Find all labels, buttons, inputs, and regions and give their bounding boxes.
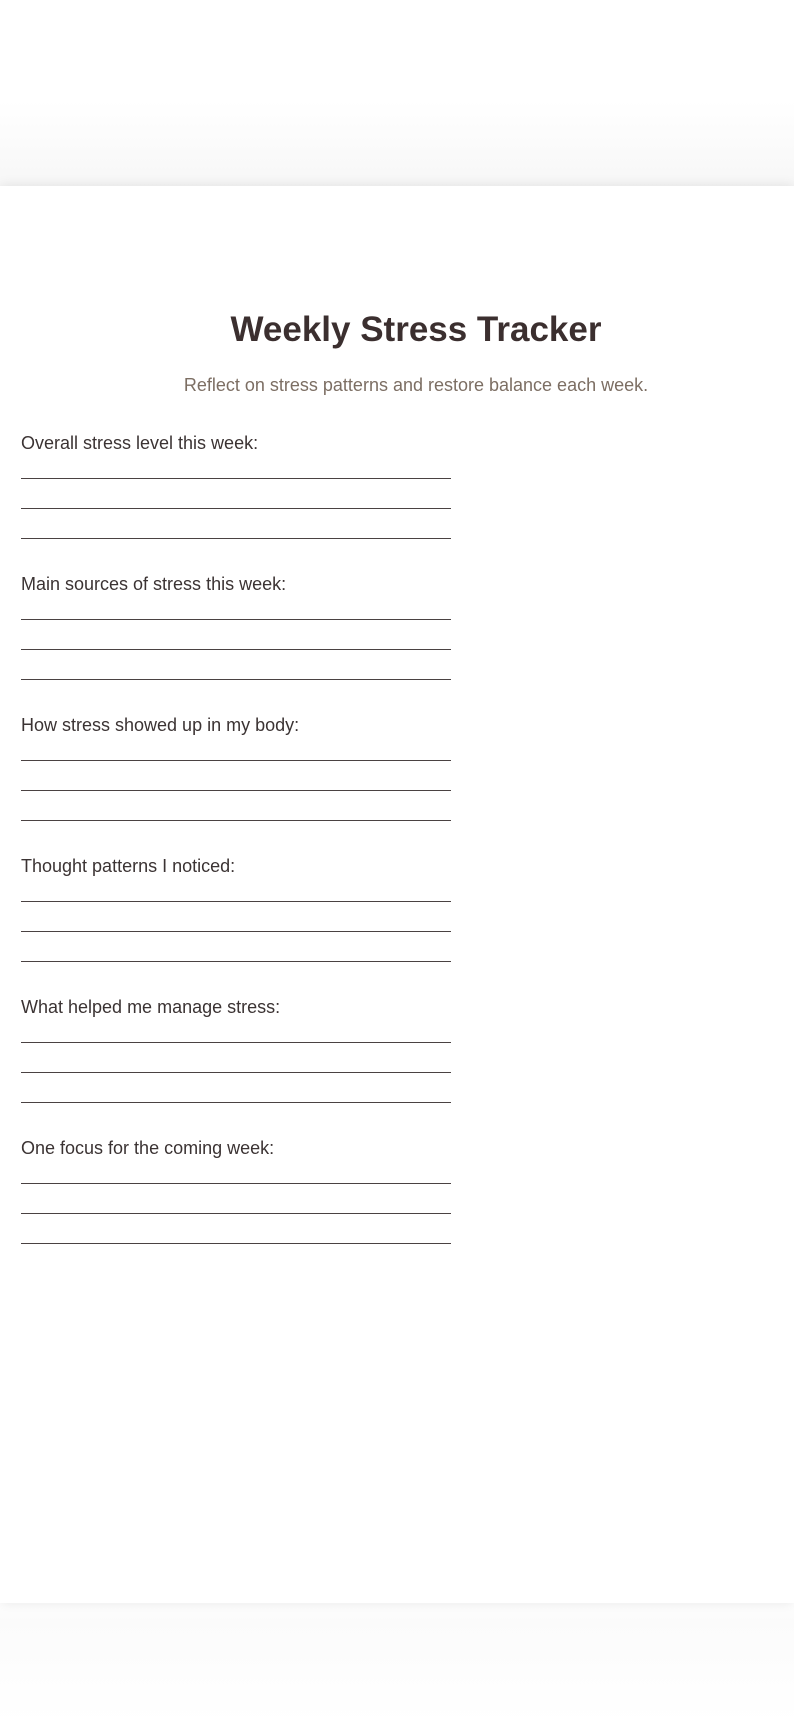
writing-line[interactable]: [21, 607, 451, 620]
writing-line[interactable]: [21, 1214, 451, 1244]
prompt-sections: [21, 432, 461, 1278]
prompt-label: Thought patterns I noticed:: [21, 856, 236, 876]
writing-line[interactable]: [21, 509, 451, 539]
prompt-label: Overall stress level this week:: [21, 433, 259, 453]
prompt-section-stress-sources: [21, 573, 461, 714]
writing-line[interactable]: [21, 620, 451, 650]
prompt-section-thought-patterns: [21, 855, 461, 996]
writing-line[interactable]: [21, 466, 451, 479]
writing-line[interactable]: [21, 932, 451, 962]
writing-line[interactable]: [21, 761, 451, 791]
prompt-section-coping: [21, 996, 461, 1137]
writing-line[interactable]: [21, 1073, 451, 1103]
writing-line[interactable]: [21, 1184, 451, 1214]
prompt-label: How stress showed up in my body:: [21, 715, 300, 735]
writing-line[interactable]: [21, 1030, 451, 1043]
writing-line[interactable]: [21, 479, 451, 509]
writing-line[interactable]: [21, 650, 451, 680]
writing-line[interactable]: [21, 889, 451, 902]
worksheet-page: [0, 186, 794, 1603]
prompt-label: What helped me manage stress:: [21, 997, 281, 1017]
prompt-section-next-focus: [21, 1137, 461, 1278]
writing-line[interactable]: [21, 748, 451, 761]
writing-line[interactable]: [21, 791, 451, 821]
prompt-label: One focus for the coming week:: [21, 1138, 275, 1158]
prompt-section-stress-level: [21, 432, 461, 573]
prompt-label: Main sources of stress this week:: [21, 574, 287, 594]
writing-line[interactable]: [21, 902, 451, 932]
page-subtitle: Reflect on stress patterns and restore balance each week.: [183, 375, 649, 395]
writing-line[interactable]: [21, 1171, 451, 1184]
page-title: Weekly Stress Tracker: [230, 310, 602, 349]
prompt-section-body-signs: [21, 714, 461, 855]
writing-line[interactable]: [21, 1043, 451, 1073]
